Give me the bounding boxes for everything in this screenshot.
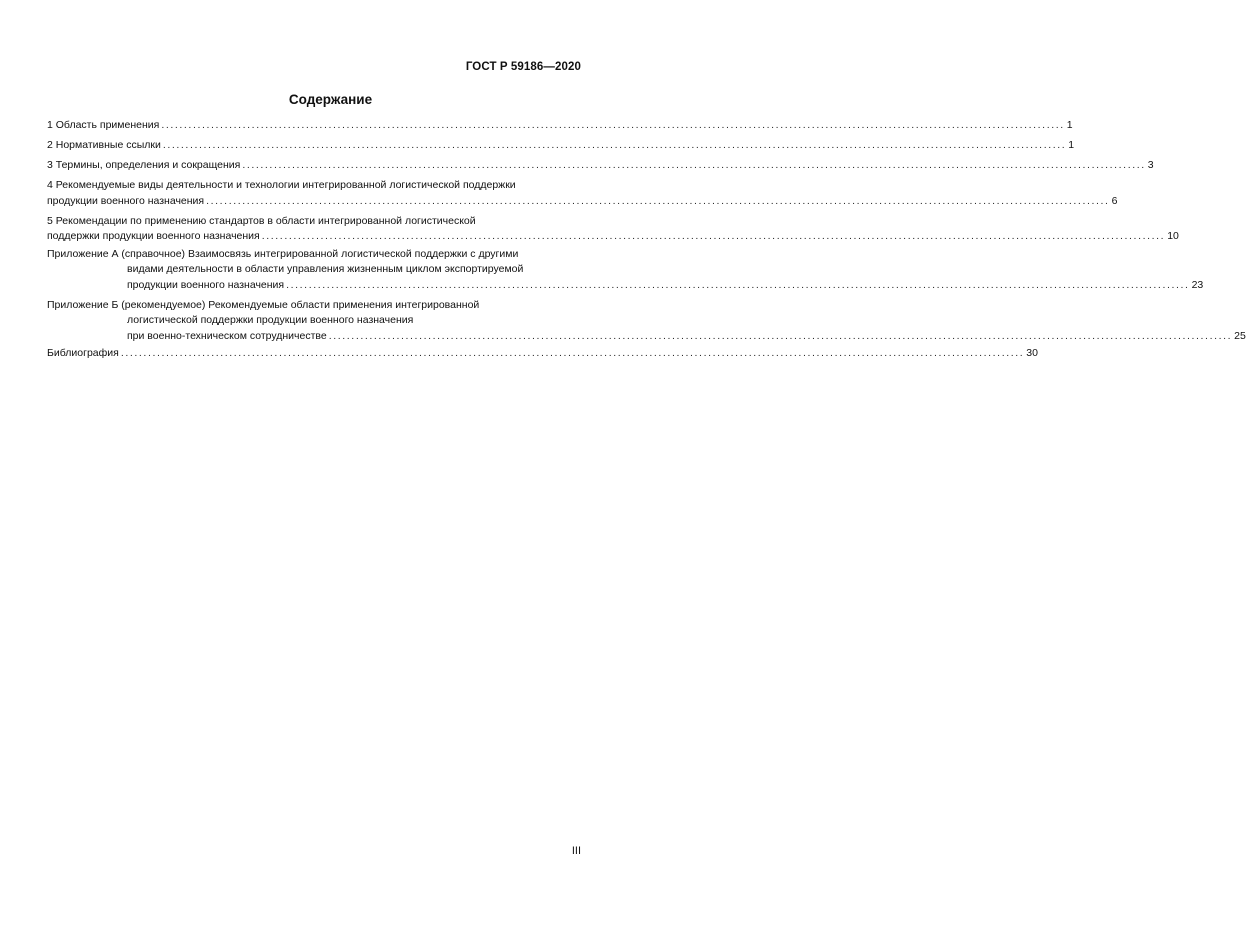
toc-leader-dots: ........................................................................................................................................................................................................ [120,347,1025,359]
toc-page-number: 1 [1068,139,1075,151]
toc-page-number: 1 [1066,119,1073,131]
toc-entry-text: Приложение А (справочное) Взаимосвязь интегрированной логистической поддержки с другими [47,247,519,260]
toc-appendix-b[interactable] [47,298,1246,345]
toc-entry-text: логистической поддержки продукции военного назначения [127,314,414,326]
toc-page-number: 6 [1111,194,1118,207]
toc-entry-text: 1 Область применения [47,119,160,131]
toc-entry-text: 5 Рекомендации по применению стандартов в области интегрированной логистической [47,214,476,227]
toc-entry-text: 2 Нормативные ссылки [47,139,161,151]
toc-page-number: 3 [1147,159,1154,171]
toc-leader-dots: ........................................................................................................................................................................................................ [162,139,1067,151]
toc-entry-2[interactable] [47,138,1075,154]
toc-entry-text: продукции военного назначения [47,194,205,207]
toc-entry-text: 3 Термины, определения и сокращения [47,159,241,171]
standard-code: ГОСТ Р 59186—2020 [465,61,581,73]
toc-page-number: 10 [1167,230,1179,242]
toc-leader-dots: ........................................................................................................................................................................................................ [286,278,1190,291]
toc-entry-5[interactable] [47,214,1179,245]
toc-entry-text: видами деятельности в области управления жизненным циклом экспортируемой [127,263,524,275]
toc-entry-text: поддержки продукции военного назначения [47,230,260,242]
toc-leader-dots: ........................................................................................................................................................................................................ [161,119,1065,131]
table-of-contents [47,118,1246,366]
toc-page-number: 23 [1191,278,1204,291]
toc-entry-3[interactable] [47,158,1154,174]
toc-entry-text: Приложение Б (рекомендуемое) Рекомендуемые области применения интегрированной [47,298,480,311]
toc-appendix-a[interactable] [47,247,1204,294]
toc-leader-dots: ........................................................................................................................................................................................................ [328,329,1233,342]
toc-entry-text: Библиография [47,347,119,359]
toc-entry-4[interactable] [47,178,1118,209]
toc-entry-text: при военно-техническом сотрудничестве [127,329,327,342]
toc-leader-dots: ........................................................................................................................................................................................................ [261,230,1166,242]
toc-leader-dots: ........................................................................................................................................................................................................ [206,194,1110,207]
toc-bibliography[interactable] [47,346,1038,362]
toc-page-number: 25 [1234,329,1246,342]
page-title: Содержание [288,92,373,107]
toc-entry-text: 4 Рекомендуемые виды деятельности и технологии интегрированной логистической поддержки [47,179,516,191]
page-number: III [571,845,581,857]
toc-leader-dots: ........................................................................................................................................................................................................ [242,159,1146,171]
toc-entry-text: продукции военного назначения [127,278,285,291]
toc-entry-1[interactable] [47,118,1073,134]
toc-page-number: 30 [1026,347,1038,359]
